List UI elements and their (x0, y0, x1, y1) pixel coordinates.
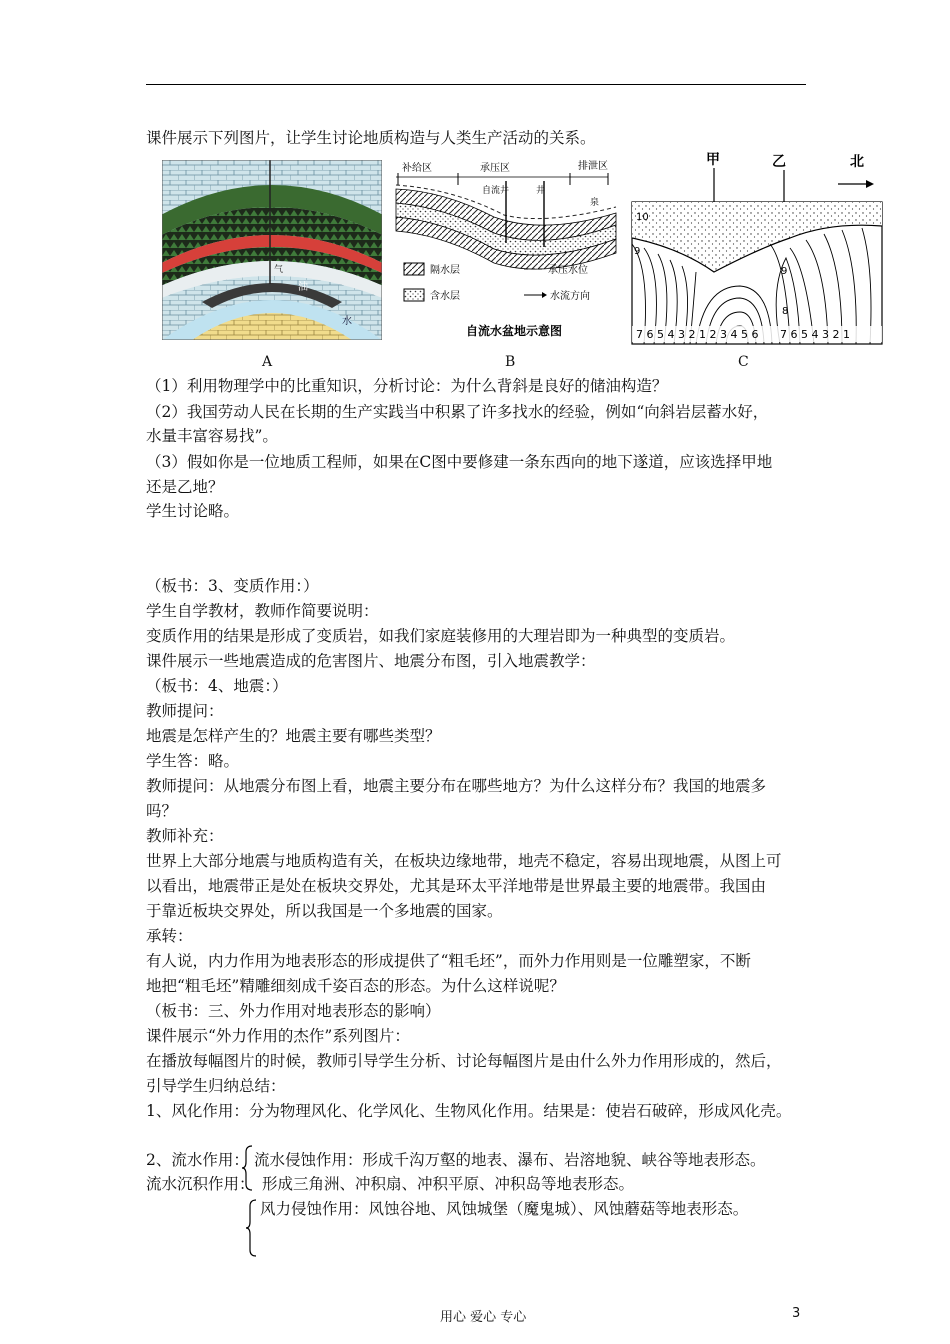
text-line: 世界上大部分地震与地质构造有关，在板块边缘地带，地壳不稳定，容易出现地震，从图上可 (146, 852, 782, 870)
c-label-9: 9 (634, 246, 641, 257)
text-line: （2）我国劳动人民在长期的生产实践当中积累了许多找水的经验，例如“向斜岩层蓄水好， (146, 403, 769, 421)
caption-a: A (262, 354, 273, 370)
b-zone-recharge: 补给区 (402, 163, 432, 174)
text-line: （3）假如你是一位地质工程师，如果在C图中要修建一条东西向的地下遂道，应该选择甲地 (146, 453, 773, 471)
b-well2: 井 (536, 186, 546, 196)
text-line: 在播放每幅图片的时候，教师引导学生分析、讨论每幅图片是由什么外力作用形成的，然后， (146, 1052, 782, 1070)
caption-c: C (738, 354, 749, 370)
b-legend-flow: 水流方向 (550, 291, 590, 302)
water-label: 2、流水作用： (146, 1151, 249, 1169)
b-zone-pressure: 承压区 (480, 163, 510, 174)
text-line: 教师补充： (146, 827, 224, 845)
label-water: 水 (342, 316, 352, 327)
text-line: 课件展示一些地震造成的危害图片、地震分布图，引入地震教学： (146, 652, 596, 670)
caption-b: B (505, 354, 516, 370)
c-jia: 甲 (706, 152, 720, 168)
c-label-9b: 9 (781, 266, 788, 277)
text-line: 承转： (146, 927, 193, 945)
b-well1: 自流井 (482, 186, 510, 196)
b-zone-discharge: 排泄区 (578, 161, 608, 172)
text-line: 引导学生归纳总结： (146, 1077, 286, 1095)
text-line: 1、风化作用：分为物理风化、化学风化、生物风化作用。结果是：使岩石破碎，形成风化壳。 (146, 1102, 792, 1120)
text-line: 有人说，内力作用为地表形态的形成提供了“粗毛坯”，而外力作用则是一位雕塑家，不断 (146, 952, 751, 970)
b-title: 自流水盆地示意图 (466, 324, 563, 338)
text-line: （板书：3、变质作用：） (146, 577, 319, 595)
water-deposit-label: 流水沉积作用： (146, 1175, 255, 1193)
c-yi: 乙 (772, 154, 786, 170)
text-line: 水量丰富容易找”。 (146, 427, 278, 445)
water-deposit-text: 形成三角洲、冲积扇、冲积平原、冲积岛等地表形态。 (262, 1175, 635, 1193)
b-legend-aquifer: 含水层 (430, 291, 460, 302)
label-oil: 油 (298, 282, 308, 293)
figure-b-artesian-basin (394, 155, 626, 347)
text-line: 变质作用的结果是形成了变质岩，如我们家庭装修用的大理岩即为一种典型的变质岩。 (146, 627, 736, 645)
b-legend-pressure-level: 承压水位 (548, 265, 588, 276)
b-spring: 泉 (590, 198, 600, 208)
c-label-10: 10 (636, 212, 649, 223)
c-label-8: 8 (782, 306, 789, 317)
water-erosion: 流水侵蚀作用：形成千沟万壑的地表、瀑布、岩溶地貌、峡谷等地表形态。 (254, 1151, 766, 1169)
text-line: 还是乙地？ (146, 478, 224, 496)
figure-c-fold-section (630, 148, 884, 348)
c-bottom-right: 7 6 5 4 3 2 1 (780, 328, 850, 341)
text-line: 学生讨论略。 (146, 502, 240, 520)
text-line: 于靠近板块交界处，所以我国是一个多地震的国家。 (146, 902, 503, 920)
text-line: 以看出，地震带正是处在板块交界处，尤其是环太平洋地带是世界最主要的地震带。我国由 (146, 877, 767, 895)
text-line: 地震是怎样产生的？地震主要有哪些类型？ (146, 727, 441, 745)
page-number: 3 (792, 1306, 801, 1321)
b-legend-aquiclude: 隔水层 (430, 265, 460, 276)
text-line: 学生自学教材，教师作简要说明： (146, 602, 379, 620)
text-line: （板书：4、地震：） (146, 677, 288, 695)
text-line: （板书：三、外力作用对地表形态的影响） (146, 1002, 441, 1020)
c-north: 北 (850, 154, 864, 170)
text-line: 教师提问： (146, 702, 224, 720)
figure-a-anticline (162, 160, 382, 340)
brace-icon (244, 1198, 258, 1258)
wind-erosion: 风力侵蚀作用：风蚀谷地、风蚀城堡（魔鬼城）、风蚀蘑菇等地表形态。 (260, 1200, 749, 1218)
text-line: 地把“粗毛坯”精雕细刻成千姿百态的形态。为什么这样说呢？ (146, 977, 565, 995)
text-line: （1）利用物理学中的比重知识，分析讨论：为什么背斜是良好的储油构造？ (146, 377, 668, 395)
text-line: 学生答：略。 (146, 752, 240, 770)
text-line: 吗？ (146, 802, 178, 820)
label-gas: 气 (274, 265, 284, 275)
text-line: 课件展示“外力作用的杰作”系列图片： (146, 1027, 410, 1045)
intro-text: 课件展示下列图片，让学生讨论地质构造与人类生产活动的关系。 (146, 129, 596, 147)
header-rule (146, 84, 806, 85)
text-line: 教师提问：从地震分布图上看，地震主要分布在哪些地方？为什么这样分布？我国的地震多 (146, 777, 767, 795)
footer-text: 用心 爱心 专心 (440, 1310, 527, 1325)
c-bottom-left: 7 6 5 4 3 2 1 2 3 4 5 6 (636, 328, 759, 341)
